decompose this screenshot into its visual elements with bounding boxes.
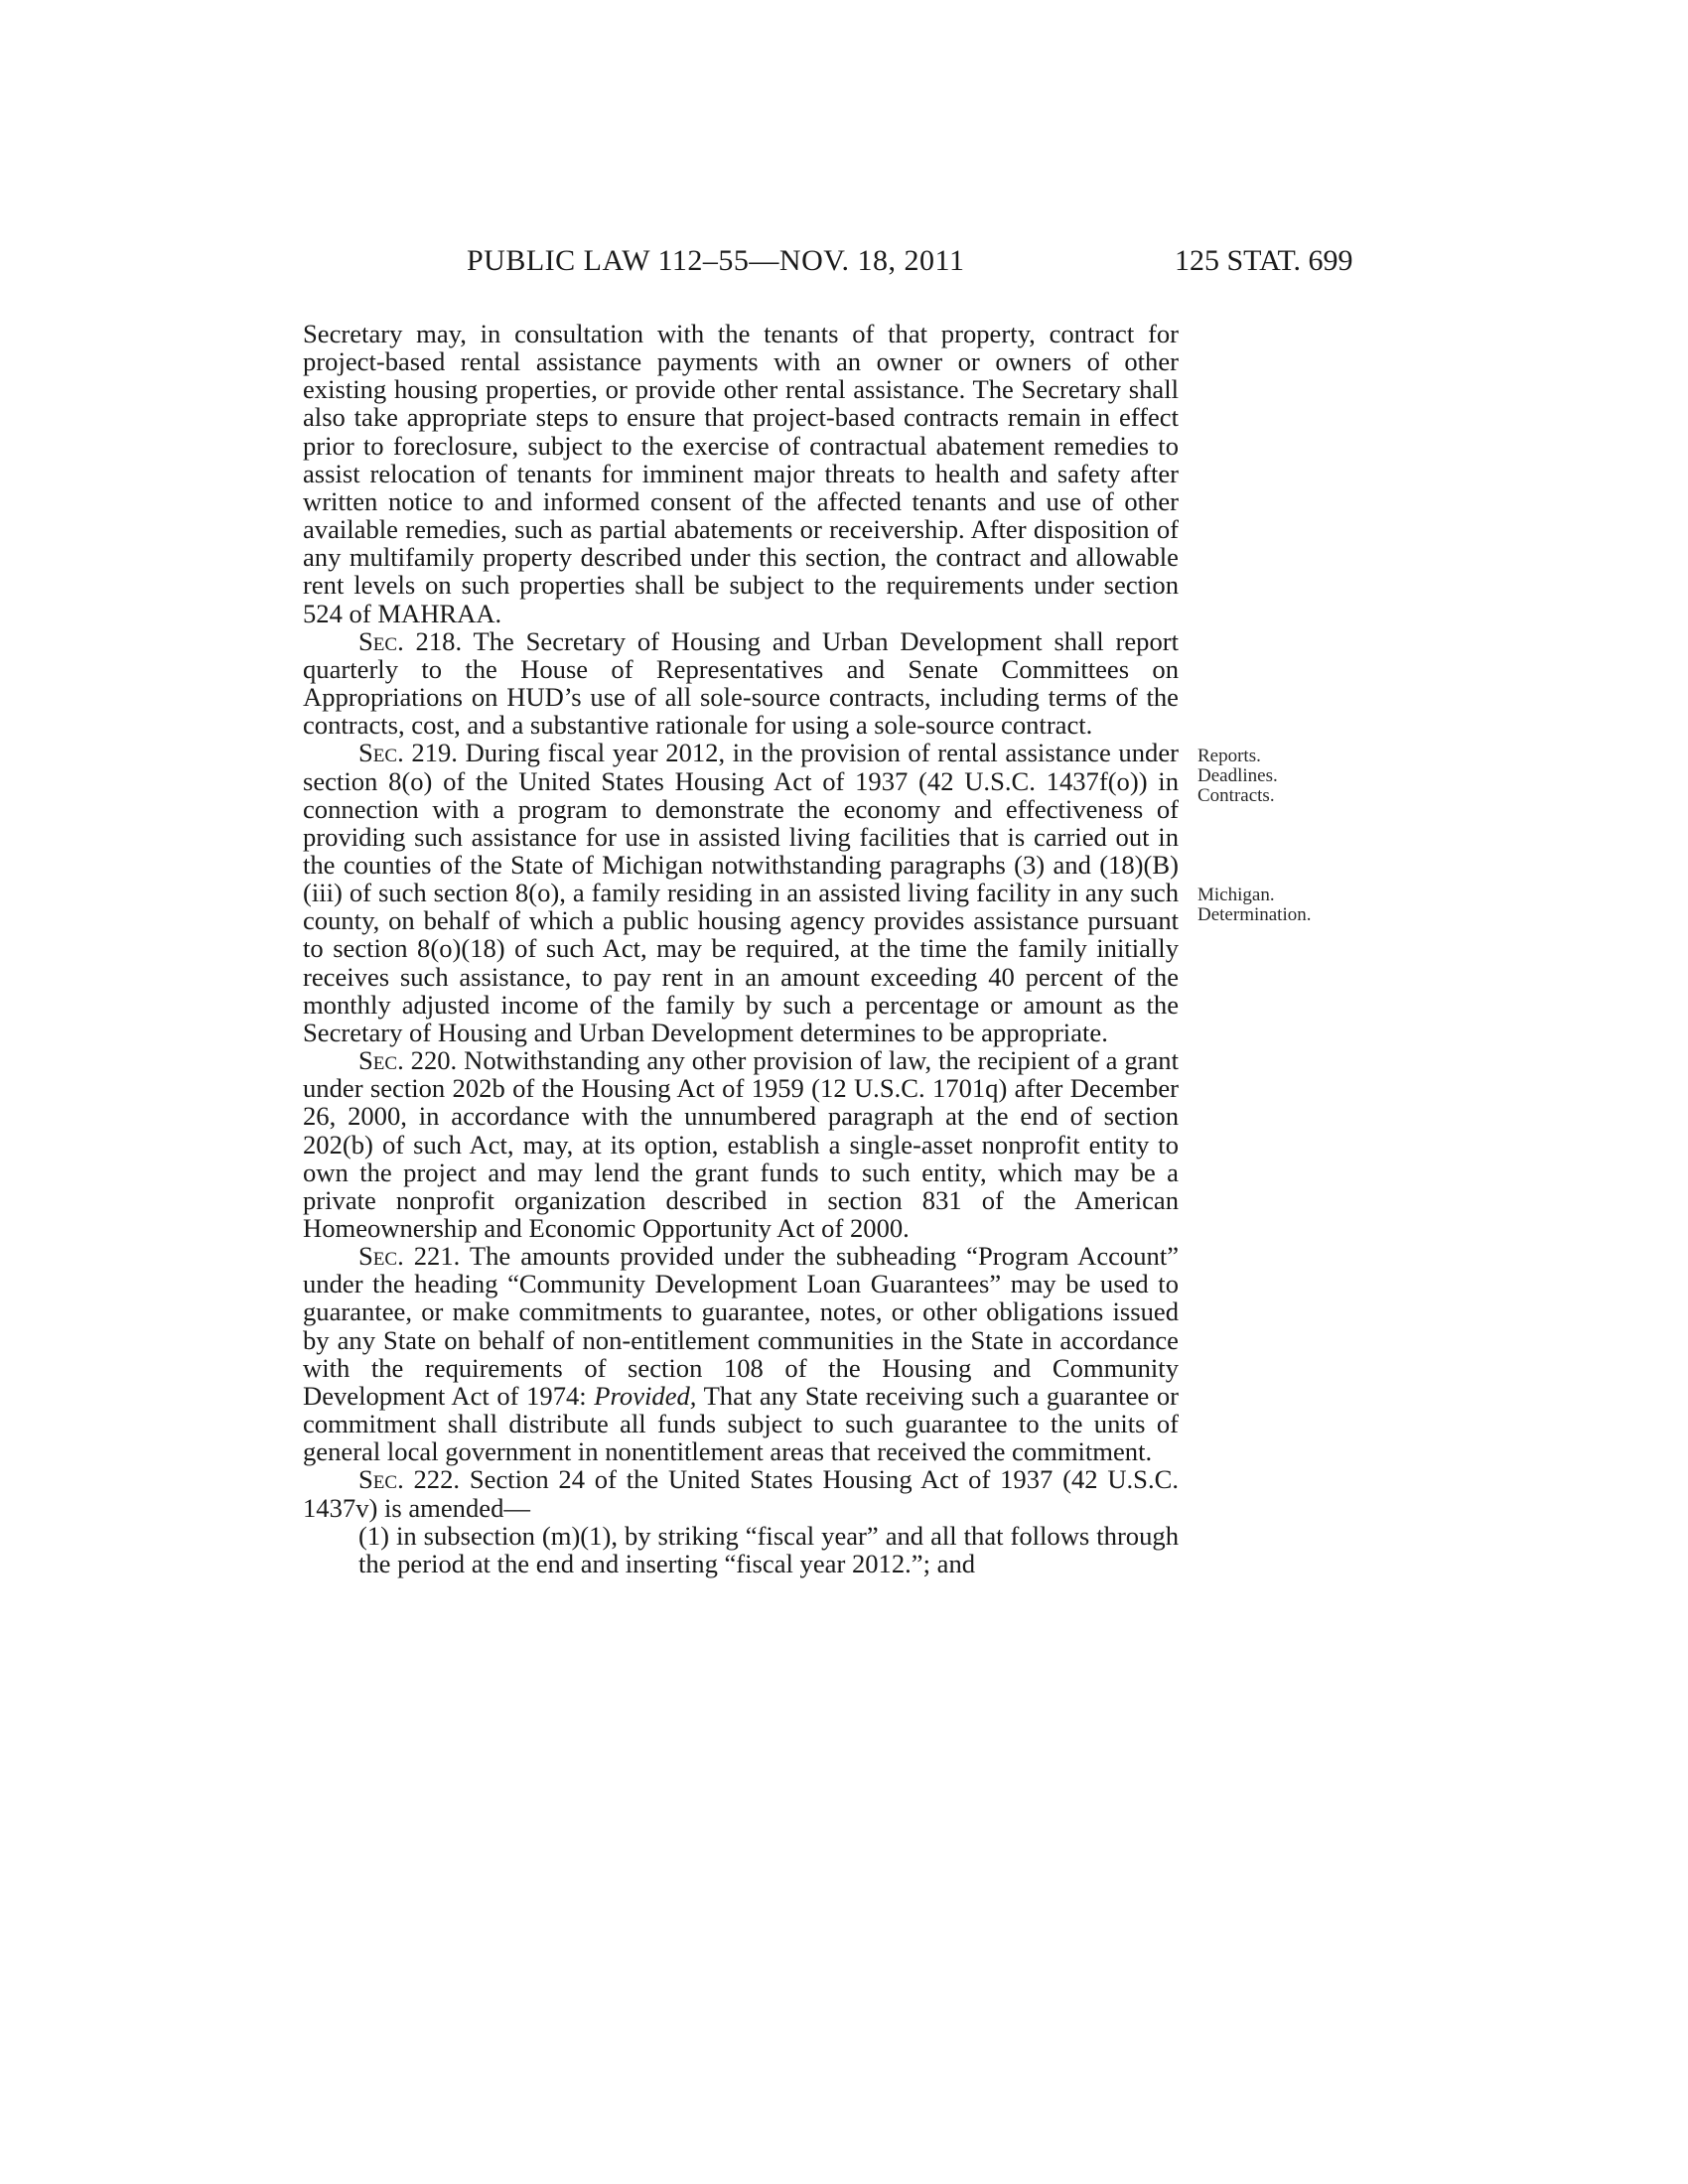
- proviso-word: Provided,: [594, 1380, 697, 1411]
- section-text: The amounts provided under the subheading “Program Account” under the heading “Community Development Loan Guarantees” may be used to guarantee, or make commitments to guarantee, notes, or other obligations issued by any State on behalf of non-entitlement communities in the State in accordance with the requirements of section 108 of the Housing and Community Development Act of 1974:: [303, 1241, 1180, 1411]
- margin-note-line: Determination.: [1197, 904, 1312, 925]
- margin-note-section-219: [1197, 886, 1312, 925]
- statute-page-number: 125 STAT. 699: [1175, 244, 1353, 277]
- section-label: Sec. 221.: [358, 1241, 461, 1272]
- margin-note-line: Contracts.: [1197, 785, 1275, 806]
- section-label: Sec. 218.: [358, 625, 463, 656]
- section-221: [303, 1242, 1179, 1465]
- section-222: [303, 1465, 1179, 1521]
- margin-note-section-218: [1197, 747, 1278, 806]
- section-218: [303, 627, 1179, 740]
- margin-note-line: Michigan.: [1197, 885, 1275, 905]
- paragraph-text: Secretary may, in consultation with the tenants of that property, contract for project-based rental assistance payments with an owner or owners of other existing housing properties, or provide other rental assistance. The Secretary shall also take appropriate steps to ensure that project-based contracts remain in effect prior to foreclosure, subject to the exercise of contractual abatement remedies to assist relocation of tenants for imminent major threats to health and safety after written notice to and informed consent of the affected tenants and use of other available remedies, such as partial abatements or receivership. After disposition of any multifamily property described under this section, the contract and allowable rent levels on such properties shall be subject to the requirements under section 524 of MAHRAA.: [303, 319, 1179, 628]
- section-text: The Secretary of Housing and Urban Development shall report quarterly to the House of Representatives and Senate Committees on Appropriations on HUD’s use of all sole-source contracts, including terms of the contracts, cost, and a substantive rationale for using a sole-source contract.: [303, 625, 1179, 741]
- item-text: (1) in subsection (m)(1), by striking “fiscal year” and all that follows through the period at the end and inserting “fiscal year 2012.”; and: [358, 1520, 1179, 1578]
- public-law-title: PUBLIC LAW 112–55—NOV. 18, 2011: [467, 244, 965, 277]
- section-text: During fiscal year 2012, in the provision of rental assistance under section 8(o) of the United States Housing Act of 1937 (42 U.S.C. 1437f(o)) in connection with a program to demonstrate the economy and effectiveness of providing such assistance for use in assisted living facilities that is carried out in the counties of the State of Michigan notwithstanding paragraphs (3) and (18)(B)(iii) of such section 8(o), a family residing in an assisted living facility in any such county, on behalf of which a public housing agency provides assistance pursuant to section 8(o)(18) of such Act, may be required, at the time the family initially receives such assistance, to pay rent in an amount exceeding 40 percent of the monthly adjusted income of the family by such a percentage or amount as the Secretary of Housing and Urban Development determines to be appropriate.: [303, 738, 1179, 1047]
- statute-body: [303, 320, 1179, 1577]
- section-219: [303, 739, 1179, 1046]
- section-220: [303, 1046, 1179, 1242]
- paragraph-continuation: [303, 320, 1179, 627]
- section-label: Sec. 222.: [358, 1464, 461, 1495]
- section-text-continued: That any State receiving such a guarantee or commitment shall distribute all funds subject to such guarantee to the units of general local government in nonentitlement areas that received the commitment.: [303, 1380, 1179, 1467]
- margin-note-line: Deadlines.: [1197, 765, 1278, 786]
- margin-note-line: Reports.: [1197, 746, 1261, 766]
- section-222-item-1: [303, 1522, 1179, 1577]
- running-header: [0, 244, 1688, 284]
- section-label: Sec. 219.: [358, 738, 458, 768]
- section-text: Notwithstanding any other provision of law, the recipient of a grant under section 202b of the Housing Act of 1959 (12 U.S.C. 1701q) after December 26, 2000, in accordance with the unnumbered paragraph at the end of section 202(b) of such Act, may, at its option, establish a single-asset nonprofit entity to own the project and may lend the grant funds to such entity, which may be a private nonprofit organization described in section 831 of the American Homeownership and Economic Opportunity Act of 2000.: [303, 1045, 1179, 1243]
- section-label: Sec. 220.: [358, 1045, 458, 1076]
- section-text: Section 24 of the United States Housing Act of 1937 (42 U.S.C. 1437v) is amended—: [303, 1464, 1180, 1523]
